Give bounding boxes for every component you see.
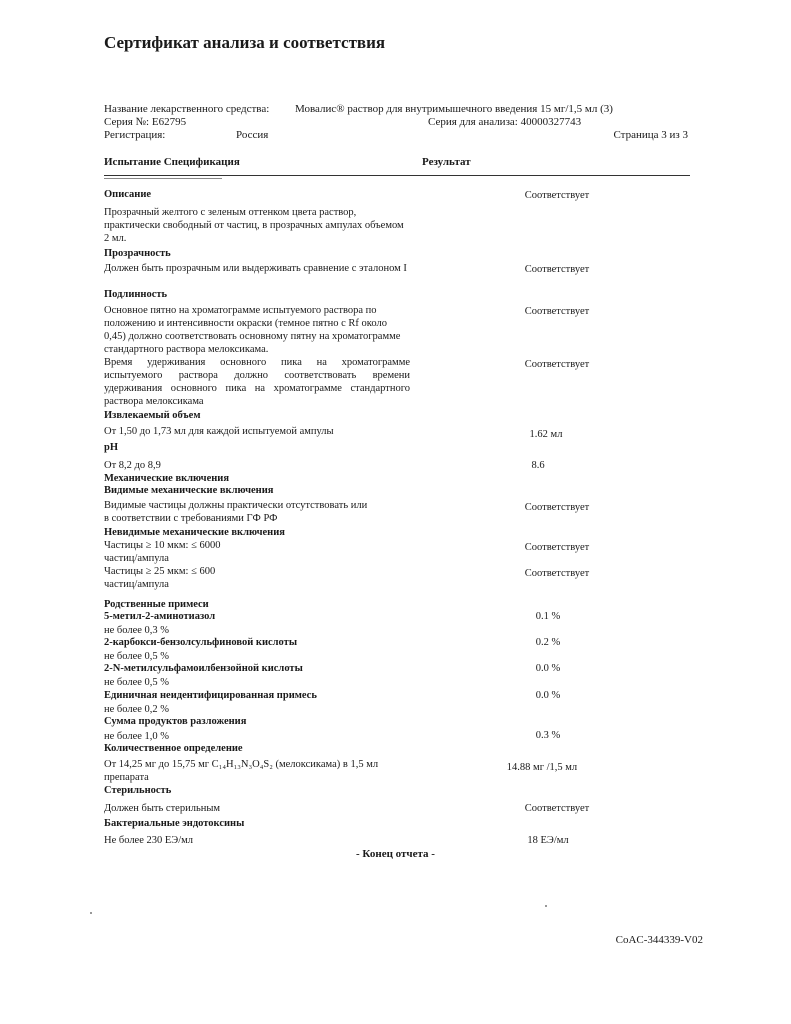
product-value: Мовалис® раствор для внутримышечного введения 15 мг/1,5 мл (3)	[295, 103, 613, 115]
result-value: 8.6	[531, 460, 545, 471]
spec-text: Прозрачный желтого с зеленым оттенком цвета раствор, практически свободный от частиц, в прозрачных ампулах объемом 2 мл.	[104, 207, 404, 244]
analysis-series: Серия для анализа: 40000327743	[428, 116, 582, 128]
scan-speck	[545, 905, 547, 907]
document-title: Сертификат анализа и соответствия	[104, 33, 386, 52]
header-rule-short	[104, 178, 222, 179]
scan-speck	[90, 912, 92, 914]
result-value: Соответствует	[524, 803, 590, 814]
spec-text: От 8,2 до 8,9	[104, 460, 161, 471]
spec-text: От 1,50 до 1,73 мл для каждой испытуемой ампулы	[104, 426, 334, 437]
result-value: 1.62 мл	[529, 429, 563, 440]
header-result: Результат	[422, 156, 471, 168]
result-value: 0.0 %	[535, 690, 561, 701]
spec-text: Основное пятно на хроматограмме испытуемого раствора по положению и интенсивности окраски (темное пятно с Rf около 0,45) должно соответствовать основному пятну на хроматограмме стандартного раствора мелоксикама.	[104, 305, 401, 355]
result-value: Соответствует	[524, 306, 590, 317]
section-heading: Стерильность	[104, 785, 172, 796]
section-heading: Подлинность	[104, 289, 168, 300]
section-heading: Невидимые механические включения	[104, 527, 285, 538]
series-label: Серия №: E62795	[104, 116, 187, 128]
result-value: Соответствует	[524, 542, 590, 553]
spec-text: не более 0,3 %	[104, 625, 170, 636]
spec-text: Не более 230 ЕЭ/мл	[104, 835, 194, 846]
section-heading: Количественное определение	[104, 743, 243, 754]
result-value: 14.88 мг /1,5 мл	[506, 762, 578, 773]
spec-text: Должен быть прозрачным или выдерживать сравнение с эталоном I	[104, 263, 407, 274]
result-value: Соответствует	[524, 190, 590, 201]
section-heading: Родственные примеси	[104, 599, 209, 610]
result-value: 0.2 %	[535, 637, 561, 648]
result-value: Соответствует	[524, 502, 590, 513]
spec-text: Частицы ≥ 25 мкм: ≤ 600 частиц/ампула	[104, 566, 216, 590]
spec-text: Видимые частицы должны практически отсутствовать или в соответствии с требованиями ГФ РФ	[104, 500, 368, 524]
spec-text: не более 1,0 %	[104, 731, 170, 742]
end-of-report: - Конец отчета -	[356, 848, 435, 860]
spec-text: не более 0,5 %	[104, 677, 170, 688]
section-heading: Сумма продуктов разложения	[104, 716, 247, 727]
spec-text: Частицы ≥ 10 мкм: ≤ 6000 частиц/ампула	[104, 540, 221, 564]
section-heading: Видимые механические включения	[104, 485, 274, 496]
section-heading: pH	[104, 442, 119, 453]
result-value: 0.1 %	[535, 611, 561, 622]
result-value: 18 ЕЭ/мл	[527, 835, 569, 846]
section-heading: 5-метил-2-аминотиазол	[104, 611, 216, 622]
registration-value: Россия	[236, 129, 269, 141]
header-test-spec: Испытание Спецификация	[104, 156, 240, 168]
result-value: Соответствует	[524, 264, 590, 275]
section-heading: 2-N-метилсульфамоилбензойной кислоты	[104, 663, 303, 674]
spec-text: не более 0,2 %	[104, 704, 170, 715]
spec-text: Должен быть стерильным	[104, 803, 221, 814]
product-label: Название лекарственного средства:	[104, 103, 270, 115]
footer-document-code: CoAC-344339-V02	[615, 934, 703, 946]
section-heading: Единичная неидентифицированная примесь	[104, 690, 317, 701]
section-heading: Бактериальные эндотоксины	[104, 818, 245, 829]
spec-text: От 14,25 мг до 15,75 мг C₁₄H₁₃N₃O₄S₂ (мелоксикама) в 1,5 мл препарата	[104, 759, 379, 783]
registration-label: Регистрация:	[104, 129, 166, 141]
result-value: 0.0 %	[535, 663, 561, 674]
page-number: Страница 3 из 3	[613, 129, 688, 141]
result-value: 0.3 %	[535, 730, 561, 741]
section-heading: Извлекаемый объем	[104, 410, 201, 421]
result-value: Соответствует	[524, 359, 590, 370]
spec-text: не более 0,5 %	[104, 651, 170, 662]
result-value: Соответствует	[524, 568, 590, 579]
header-rule	[104, 175, 690, 176]
section-heading: Описание	[104, 189, 152, 200]
section-heading: 2-карбокси-бензолсульфиновой кислоты	[104, 637, 298, 648]
section-heading: Прозрачность	[104, 248, 171, 259]
spec-text: Время удерживания основного пика на хроматограмме испытуемого раствора должно соответствовать времени удерживания основного пика на хроматограмме стандартного раствора мелоксикама	[104, 357, 410, 407]
section-heading: Механические включения	[104, 473, 230, 484]
